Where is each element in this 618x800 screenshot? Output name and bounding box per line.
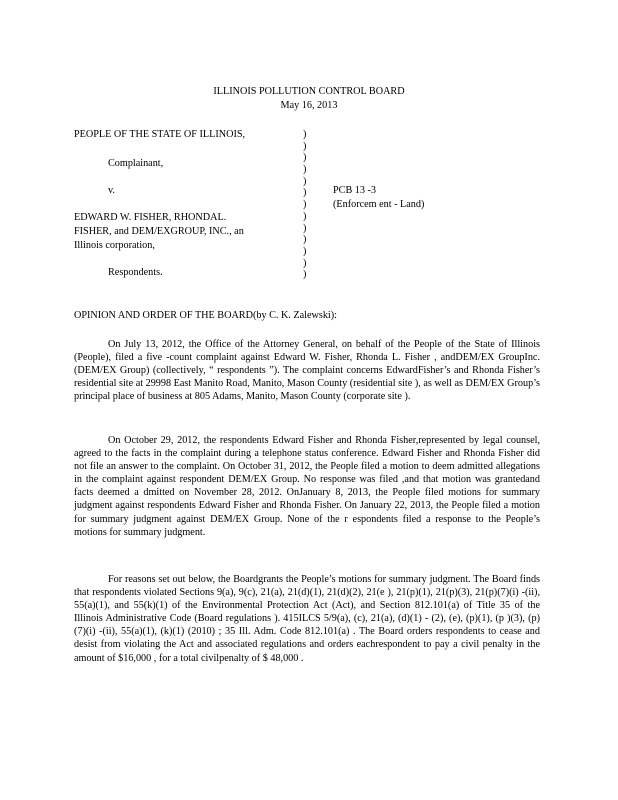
paren: ) — [303, 245, 307, 257]
paren: ) — [303, 269, 307, 281]
paren: ) — [303, 140, 307, 152]
paragraph-text: For reasons set out below, the Boardgrants the People’s motions for summary judgment. The Board finds that respondents violated Sections 9(a), 9(c), 21(a), 21(d)(1), 21(d)(2), 21(e ), 21(p)(1), 21(p)(3), 21(p)(7)(i) -(ii), 55(a)(1), and 55(k)(1) of the Environmental Protection Act (Act), and Section 812.101(a) of Title 35 of the Illinois Administrative Code (Board regulations ). 415ILCS 5/9(a), (c), 21(a), (d)(1) - (2), (e), (p)(1), (p )(3), (p)(7)(i) -(ii), 55(a)(1), (k)(1) (2010) ; 35 Ill. Adm. Code 812.101(a) . The Board orders respondents to cease and desist from violating the Act and associated regulations and orders eachrespondent to pay a civil penalty in the amount of $16,000 , for a total civilpenalty of $ 48,000 . — [74, 574, 540, 664]
case-number: PCB 13 -3 — [333, 185, 377, 196]
respondent-line-2: FISHER, and DEM/EXGROUP, INC., an — [74, 226, 244, 237]
paren: ) — [303, 257, 307, 269]
case-type: (Enforcem ent - Land) — [333, 199, 425, 210]
decision-date: May 16, 2013 — [280, 100, 338, 111]
paragraph-1 — [74, 338, 540, 403]
paren: ) — [303, 175, 307, 187]
paragraph-text: On July 13, 2012, the Office of the Attorney General, on behalf of the People of the State of Illinois (People), filed a five -count complaint against Edward W. Fisher, Rhonda L. Fisher , andDEM/EX GroupInc. (DEM/EX Group) (collectively, “ respondents ”). The complaint concerns EdwardFisher’s and Rhonda Fisher’s residential site at 29998 East Manito Road, Manito, Mason County (residential site ), as well as DEM/EX Group’s principal place of business at 805 Adams, Manito, Mason County (corporate site ). — [74, 339, 540, 403]
respondent-line-1: EDWARD W. FISHER, RHONDAL. — [74, 212, 227, 223]
board-name: ILLINOIS POLLUTION CONTROL BOARD — [213, 86, 405, 97]
paragraph-text: On October 29, 2012, the respondents Edward Fisher and Rhonda Fisher,represented by legal counsel, agreed to the facts in the complaint during a telephone status conference. Edward Fisher and Rhonda Fisher did not file an answer to the complaint. On October 31, 2012, the People filed a motion to deem admitted allegations in the complaint against respondent DEM/EX Group. No response was filed ,and that motion was grantedand facts deemed a dmitted on November 28, 2012. OnJanuary 8, 2013, the People filed motions for summary judgment against respondents Edward Fisher and Rhonda Fisher. On January 22, 2013, the People filed a motion for summary judgment against DEM/EX Group. None of the r espondents filed a response to the People’s motions for summary judgment. — [74, 435, 540, 538]
paragraph-3 — [74, 573, 540, 665]
paren: ) — [303, 164, 307, 176]
paren: ) — [303, 129, 307, 140]
paren: ) — [303, 210, 307, 222]
paren: ) — [303, 199, 307, 211]
respondent-line-3: Illinois corporation, — [74, 240, 155, 251]
respondents-label: Respondents. — [108, 267, 163, 278]
paren: ) — [303, 152, 307, 164]
paren: ) — [303, 234, 307, 246]
paren: ) — [303, 187, 307, 199]
paren: ) — [303, 222, 307, 234]
versus-label: v. — [108, 185, 115, 196]
opinion-heading: OPINION AND ORDER OF THE BOARD(by C. K. Zalewski): — [74, 310, 337, 321]
complainant-label: Complainant, — [108, 158, 164, 169]
plaintiff-name: PEOPLE OF THE STATE OF ILLINOIS, — [74, 129, 246, 140]
caption-parentheses — [303, 129, 313, 281]
paragraph-2 — [74, 434, 540, 539]
